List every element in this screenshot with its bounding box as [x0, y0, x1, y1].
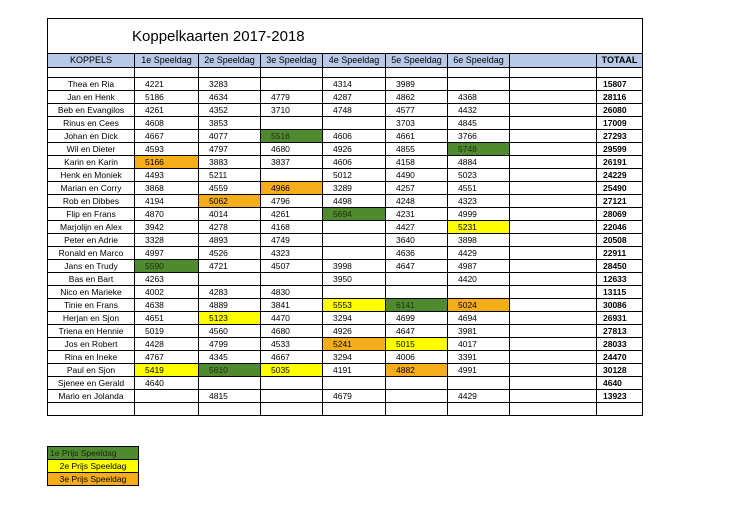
score-cell: 4647	[386, 260, 448, 273]
legend-first-prize: 1e Prijs Speeldag	[48, 447, 139, 460]
legend-row	[48, 473, 139, 486]
table-row	[48, 156, 643, 169]
score-cell: 5035	[261, 364, 323, 377]
score-cell: 4767	[135, 351, 199, 364]
score-cell: 4498	[323, 195, 386, 208]
table-row	[48, 234, 643, 247]
score-cell: 3640	[386, 234, 448, 247]
score-cell: 4748	[323, 104, 386, 117]
score-cell	[510, 234, 597, 247]
score-cell	[510, 130, 597, 143]
score-cell: 4432	[448, 104, 510, 117]
empty-cell	[135, 403, 199, 416]
spacer-cell	[135, 68, 199, 78]
table-row	[48, 299, 643, 312]
score-cell: 3883	[199, 156, 261, 169]
score-cell	[510, 364, 597, 377]
couple-name: Paul en Sjon	[48, 364, 135, 377]
score-cell: 5015	[386, 338, 448, 351]
score-cell: 3837	[261, 156, 323, 169]
table-row	[48, 195, 643, 208]
score-cell: 4493	[135, 169, 199, 182]
score-cell	[510, 182, 597, 195]
total-cell: 22046	[597, 221, 643, 234]
couple-name: Sjenee en Gerald	[48, 377, 135, 390]
score-cell: 5019	[135, 325, 199, 338]
score-cell: 4002	[135, 286, 199, 299]
score-cell: 4077	[199, 130, 261, 143]
total-cell: 25490	[597, 182, 643, 195]
score-cell: 4261	[135, 104, 199, 117]
couple-name: Henk en Moniek	[48, 169, 135, 182]
legend-row	[48, 460, 139, 473]
spacer-cell	[448, 68, 510, 78]
score-cell: 4845	[448, 117, 510, 130]
total-cell: 26080	[597, 104, 643, 117]
total-cell: 27121	[597, 195, 643, 208]
couple-name: Mario en Jolanda	[48, 390, 135, 403]
score-cell: 4429	[448, 247, 510, 260]
table-row	[48, 169, 643, 182]
legend-second-prize: 2e Prijs Speeldag	[48, 460, 139, 473]
score-table	[47, 18, 643, 416]
score-cell: 3391	[448, 351, 510, 364]
score-cell	[323, 377, 386, 390]
score-cell: 4257	[386, 182, 448, 195]
spacer-cell	[48, 68, 135, 78]
score-cell: 4926	[323, 143, 386, 156]
table-row	[48, 273, 643, 286]
score-cell: 4667	[261, 351, 323, 364]
score-cell: 4699	[386, 312, 448, 325]
spacer-cell	[386, 68, 448, 78]
score-cell: 4194	[135, 195, 199, 208]
score-cell: 4889	[199, 299, 261, 312]
table-row	[48, 286, 643, 299]
score-cell: 4261	[261, 208, 323, 221]
header-speeldag-5: 5e Speeldag	[386, 54, 448, 68]
couple-name: Marjolijn en Alex	[48, 221, 135, 234]
score-cell	[448, 286, 510, 299]
score-cell: 4490	[386, 169, 448, 182]
table-row	[48, 143, 643, 156]
score-cell: 4368	[448, 91, 510, 104]
couple-name: Bas en Bart	[48, 273, 135, 286]
header-row	[48, 54, 643, 68]
score-cell	[510, 273, 597, 286]
table-row	[48, 325, 643, 338]
score-cell: 4006	[386, 351, 448, 364]
total-cell: 28450	[597, 260, 643, 273]
score-cell	[261, 78, 323, 91]
score-cell: 5748	[448, 143, 510, 156]
score-cell: 5166	[135, 156, 199, 169]
score-cell	[323, 117, 386, 130]
couple-name: Jans en Trudy	[48, 260, 135, 273]
score-cell: 3942	[135, 221, 199, 234]
score-cell: 4428	[135, 338, 199, 351]
table-row	[48, 91, 643, 104]
total-cell: 22911	[597, 247, 643, 260]
score-cell	[261, 273, 323, 286]
score-cell: 4799	[199, 338, 261, 351]
score-cell	[261, 377, 323, 390]
score-cell: 4427	[386, 221, 448, 234]
header-koppels: KOPPELS	[48, 54, 135, 68]
score-cell: 4667	[135, 130, 199, 143]
score-cell: 4636	[386, 247, 448, 260]
score-cell: 4221	[135, 78, 199, 91]
score-cell: 4721	[199, 260, 261, 273]
score-cell: 5123	[199, 312, 261, 325]
couple-name: Wil en Dieter	[48, 143, 135, 156]
title-row	[48, 19, 643, 54]
score-cell: 4017	[448, 338, 510, 351]
couple-name: Rina en Ineke	[48, 351, 135, 364]
score-cell: 4749	[261, 234, 323, 247]
total-cell: 4640	[597, 377, 643, 390]
score-cell	[510, 156, 597, 169]
score-cell	[510, 338, 597, 351]
table-row	[48, 104, 643, 117]
legend-row	[48, 447, 139, 460]
score-cell	[323, 247, 386, 260]
score-cell: 5062	[199, 195, 261, 208]
total-cell: 13115	[597, 286, 643, 299]
page-title: Koppelkaarten 2017-2018	[48, 19, 643, 54]
couple-name: Jan en Henk	[48, 91, 135, 104]
empty-cell	[323, 403, 386, 416]
score-cell: 4796	[261, 195, 323, 208]
score-cell: 4352	[199, 104, 261, 117]
score-cell: 4507	[261, 260, 323, 273]
score-cell: 5590	[135, 260, 199, 273]
score-cell: 4323	[261, 247, 323, 260]
table-row	[48, 260, 643, 273]
empty-row	[48, 403, 643, 416]
score-cell	[510, 377, 597, 390]
table-row	[48, 312, 643, 325]
score-cell: 4429	[448, 390, 510, 403]
score-cell: 4966	[261, 182, 323, 195]
score-cell: 4168	[261, 221, 323, 234]
score-cell: 5186	[135, 91, 199, 104]
score-cell	[510, 299, 597, 312]
score-cell: 4606	[323, 130, 386, 143]
empty-cell	[199, 403, 261, 416]
couple-name: Rob en Dibbes	[48, 195, 135, 208]
score-cell: 5211	[199, 169, 261, 182]
score-cell: 4862	[386, 91, 448, 104]
score-cell	[323, 234, 386, 247]
score-cell: 4779	[261, 91, 323, 104]
couple-name: Karin en Karin	[48, 156, 135, 169]
score-cell: 3853	[199, 117, 261, 130]
table-row	[48, 208, 643, 221]
score-cell: 4679	[323, 390, 386, 403]
score-cell	[135, 390, 199, 403]
score-cell: 4560	[199, 325, 261, 338]
score-cell: 4638	[135, 299, 199, 312]
couple-name: Rinus en Cees	[48, 117, 135, 130]
score-cell: 4815	[199, 390, 261, 403]
score-cell: 4263	[135, 273, 199, 286]
couple-name: Beb en Evangilos	[48, 104, 135, 117]
total-cell: 30128	[597, 364, 643, 377]
score-cell: 6141	[386, 299, 448, 312]
table-row	[48, 351, 643, 364]
header-totaal: TOTAAL	[597, 54, 643, 68]
empty-cell	[48, 403, 135, 416]
couple-name: Johan en Dick	[48, 130, 135, 143]
header-speeldag-1: 1e Speeldag	[135, 54, 199, 68]
score-cell: 4014	[199, 208, 261, 221]
empty-cell	[261, 403, 323, 416]
header-speeldag-6: 6e Speeldag	[448, 54, 510, 68]
spacer-cell	[261, 68, 323, 78]
spacer-row	[48, 68, 643, 78]
score-cell: 4420	[448, 273, 510, 286]
empty-cell	[448, 403, 510, 416]
score-cell: 4830	[261, 286, 323, 299]
table-row	[48, 390, 643, 403]
score-cell: 4999	[448, 208, 510, 221]
score-cell: 4926	[323, 325, 386, 338]
score-cell: 3703	[386, 117, 448, 130]
score-cell: 5012	[323, 169, 386, 182]
score-cell: 3841	[261, 299, 323, 312]
score-cell: 4680	[261, 143, 323, 156]
score-cell	[510, 221, 597, 234]
score-cell: 3289	[323, 182, 386, 195]
score-cell	[510, 286, 597, 299]
score-cell	[510, 169, 597, 182]
score-cell: 4634	[199, 91, 261, 104]
score-cell	[261, 390, 323, 403]
score-cell: 3294	[323, 351, 386, 364]
score-cell: 3998	[323, 260, 386, 273]
score-cell: 4191	[323, 364, 386, 377]
score-cell	[323, 286, 386, 299]
total-cell: 28069	[597, 208, 643, 221]
score-cell	[386, 390, 448, 403]
score-cell: 5231	[448, 221, 510, 234]
score-cell	[448, 377, 510, 390]
score-cell: 4593	[135, 143, 199, 156]
score-cell	[261, 169, 323, 182]
header-speeldag-3: 3e Speeldag	[261, 54, 323, 68]
score-cell	[323, 221, 386, 234]
score-cell: 4651	[135, 312, 199, 325]
score-cell: 4991	[448, 364, 510, 377]
score-cell: 4893	[199, 234, 261, 247]
score-cell	[199, 377, 261, 390]
score-cell	[510, 143, 597, 156]
table-row	[48, 247, 643, 260]
score-cell: 4606	[323, 156, 386, 169]
score-cell: 4647	[386, 325, 448, 338]
table-row	[48, 182, 643, 195]
score-cell: 3283	[199, 78, 261, 91]
spacer-cell	[199, 68, 261, 78]
score-cell: 4314	[323, 78, 386, 91]
score-cell	[510, 91, 597, 104]
score-cell: 4997	[135, 247, 199, 260]
table-row	[48, 78, 643, 91]
score-cell: 5241	[323, 338, 386, 351]
total-cell: 12633	[597, 273, 643, 286]
score-cell: 3328	[135, 234, 199, 247]
total-cell: 17009	[597, 117, 643, 130]
couple-name: Tinie en Frans	[48, 299, 135, 312]
total-cell: 13923	[597, 390, 643, 403]
score-cell: 3868	[135, 182, 199, 195]
score-cell: 4640	[135, 377, 199, 390]
score-cell: 4470	[261, 312, 323, 325]
total-cell: 27813	[597, 325, 643, 338]
score-cell: 4987	[448, 260, 510, 273]
couple-name: Peter en Adrie	[48, 234, 135, 247]
empty-cell	[597, 403, 643, 416]
score-cell: 4551	[448, 182, 510, 195]
score-cell	[386, 273, 448, 286]
score-cell: 3898	[448, 234, 510, 247]
score-cell: 3989	[386, 78, 448, 91]
total-cell: 29599	[597, 143, 643, 156]
score-cell: 4559	[199, 182, 261, 195]
total-cell: 24470	[597, 351, 643, 364]
score-cell: 3294	[323, 312, 386, 325]
score-cell: 4797	[199, 143, 261, 156]
score-cell: 4278	[199, 221, 261, 234]
score-cell	[510, 312, 597, 325]
score-cell: 4694	[448, 312, 510, 325]
score-cell: 5419	[135, 364, 199, 377]
header-speeldag-4: 4e Speeldag	[323, 54, 386, 68]
score-cell: 4248	[386, 195, 448, 208]
table-row	[48, 130, 643, 143]
score-cell	[510, 260, 597, 273]
score-cell	[448, 78, 510, 91]
total-cell: 20508	[597, 234, 643, 247]
couple-name: Triena en Hennie	[48, 325, 135, 338]
header-empty	[510, 54, 597, 68]
score-cell: 3981	[448, 325, 510, 338]
table-row	[48, 377, 643, 390]
score-cell: 4287	[323, 91, 386, 104]
score-cell	[510, 78, 597, 91]
total-cell: 26931	[597, 312, 643, 325]
score-cell	[386, 377, 448, 390]
couple-name: Nico en Marieke	[48, 286, 135, 299]
score-cell: 5024	[448, 299, 510, 312]
score-cell: 5553	[323, 299, 386, 312]
score-cell	[510, 104, 597, 117]
score-cell: 4870	[135, 208, 199, 221]
score-cell	[261, 117, 323, 130]
spacer-cell	[323, 68, 386, 78]
score-cell: 4345	[199, 351, 261, 364]
score-cell: 4158	[386, 156, 448, 169]
couple-name: Herjan en Sjon	[48, 312, 135, 325]
score-cell	[510, 351, 597, 364]
couple-name: Jos en Robert	[48, 338, 135, 351]
score-cell: 3950	[323, 273, 386, 286]
score-cell	[510, 117, 597, 130]
total-cell: 24229	[597, 169, 643, 182]
score-cell: 3710	[261, 104, 323, 117]
total-cell: 27293	[597, 130, 643, 143]
score-cell: 4577	[386, 104, 448, 117]
couple-name: Ronald en Marco	[48, 247, 135, 260]
table-row	[48, 338, 643, 351]
couple-name: Thea en Ria	[48, 78, 135, 91]
score-cell: 4231	[386, 208, 448, 221]
score-cell: 4882	[386, 364, 448, 377]
table-row	[48, 364, 643, 377]
score-cell: 3766	[448, 130, 510, 143]
score-cell: 4680	[261, 325, 323, 338]
empty-cell	[386, 403, 448, 416]
couple-name: Flip en Frans	[48, 208, 135, 221]
score-cell: 5023	[448, 169, 510, 182]
spacer-cell	[597, 68, 643, 78]
total-cell: 28116	[597, 91, 643, 104]
score-cell	[510, 390, 597, 403]
score-cell: 4884	[448, 156, 510, 169]
table-row	[48, 117, 643, 130]
score-cell	[199, 273, 261, 286]
couple-name: Marian en Corry	[48, 182, 135, 195]
empty-cell	[510, 403, 597, 416]
spacer-cell	[510, 68, 597, 78]
score-cell: 4533	[261, 338, 323, 351]
total-cell: 15807	[597, 78, 643, 91]
score-cell: 4661	[386, 130, 448, 143]
score-cell	[386, 286, 448, 299]
score-cell: 4283	[199, 286, 261, 299]
score-cell: 5610	[199, 364, 261, 377]
legend	[47, 446, 139, 486]
score-cell: 4608	[135, 117, 199, 130]
header-speeldag-2: 2e Speeldag	[199, 54, 261, 68]
score-cell: 4323	[448, 195, 510, 208]
score-cell: 5516	[261, 130, 323, 143]
score-cell	[510, 325, 597, 338]
total-cell: 26191	[597, 156, 643, 169]
table-row	[48, 221, 643, 234]
total-cell: 28033	[597, 338, 643, 351]
score-cell: 4855	[386, 143, 448, 156]
score-cell	[510, 195, 597, 208]
score-cell	[510, 208, 597, 221]
legend-third-prize: 3e Prijs Speeldag	[48, 473, 139, 486]
score-cell: 4526	[199, 247, 261, 260]
score-cell: 5694	[323, 208, 386, 221]
total-cell: 30086	[597, 299, 643, 312]
score-cell	[510, 247, 597, 260]
